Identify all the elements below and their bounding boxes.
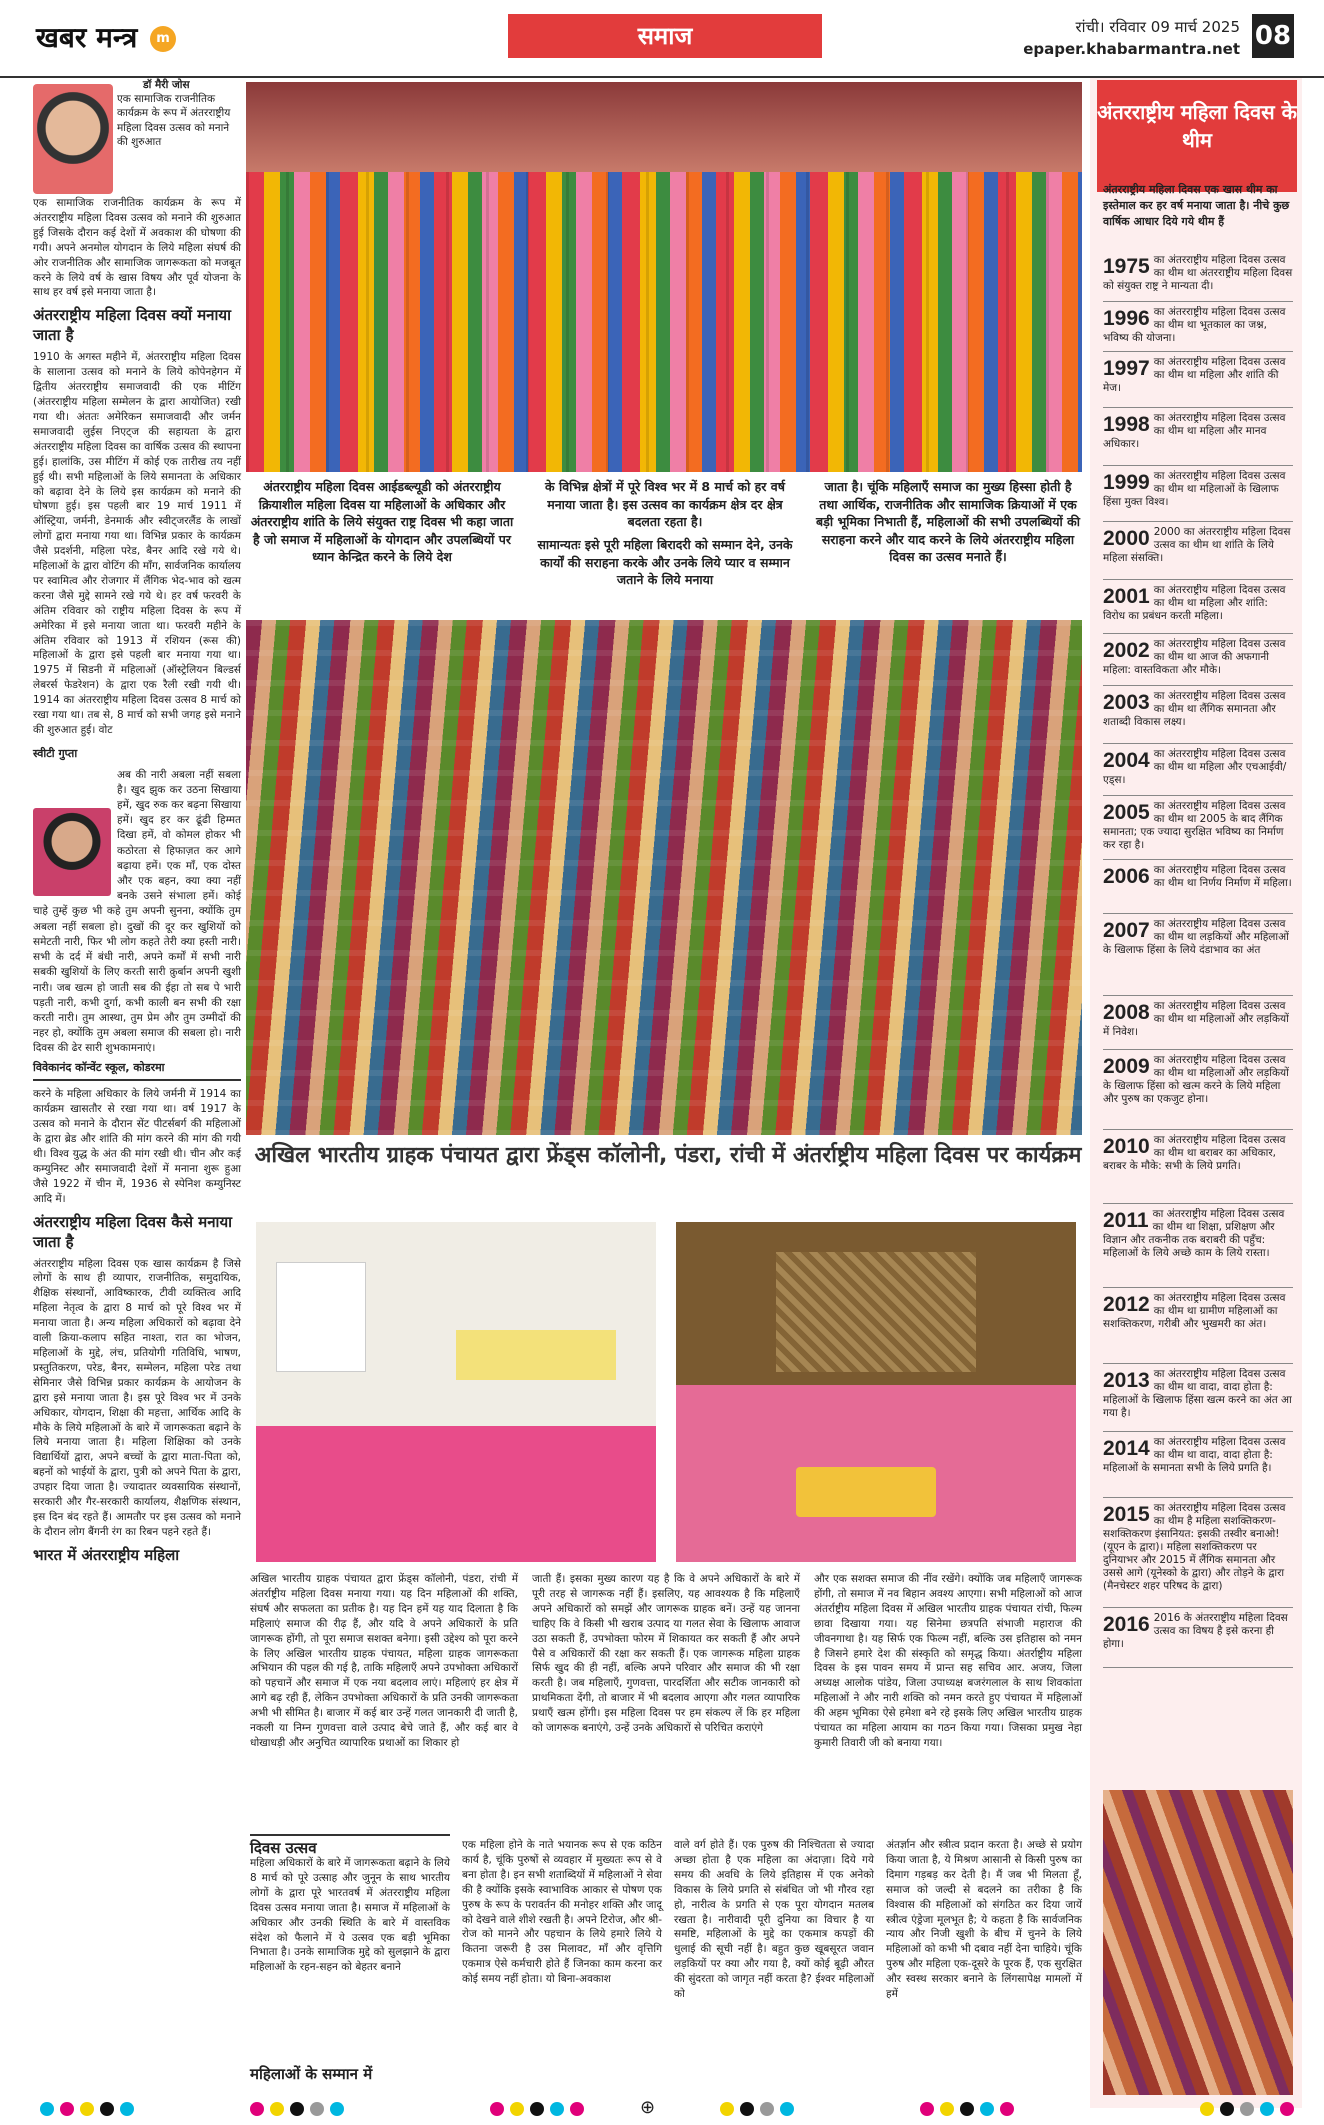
theme-entry-1997 — [1103, 356, 1293, 408]
registration-dot — [120, 2102, 134, 2116]
theme-text: का अंतरराष्ट्रीय महिला दिवस उत्सव का थीम था लड़कियों और महिलाओं के खिलाफ हिंसा के लिये दंडाभाव का अंत — [1103, 918, 1289, 956]
left-column — [33, 78, 241, 1570]
registration-dot — [530, 2102, 544, 2116]
theme-entry-2009 — [1103, 1054, 1293, 1130]
theme-entry-2004 — [1103, 748, 1293, 796]
subheading-india: भारत में अंतरराष्ट्रीय महिला — [33, 1545, 180, 1564]
theme-year: 2001 — [1103, 585, 1150, 608]
theme-text: का अंतरराष्ट्रीय महिला दिवस उत्सव का थीम था वादा, वादा होता है: महिलाओं के खिलाफ हिंसा खत्म करने का अंत आ गया है। — [1103, 1368, 1292, 1419]
poet-school: विवेकानंद कॉन्वेंट स्कूल, कोडरमा — [33, 1060, 241, 1082]
theme-entry-1998 — [1103, 412, 1293, 466]
theme-year: 1997 — [1103, 357, 1150, 380]
registration-dot — [270, 2102, 284, 2116]
theme-entry-2002 — [1103, 638, 1293, 686]
registration-dot — [920, 2102, 934, 2116]
registration-dot — [310, 2102, 324, 2116]
theme-year: 2015 — [1103, 1503, 1150, 1526]
theme-entry-2003 — [1103, 690, 1293, 744]
logo-mark-icon: m — [150, 26, 176, 52]
registration-dot — [720, 2102, 734, 2116]
theme-entry-2014 — [1103, 1436, 1293, 1498]
theme-entry-2007 — [1103, 918, 1293, 996]
registration-dot — [960, 2102, 974, 2116]
lower-col-1: महिला अधिकारों के बारे में जागरूकता बढ़ाने के लिये 8 मार्च को पूरे उत्साह और जुनून के साथ भारतीय लोगों के द्वारा पूरे भारतवर्ष में अंतरराष्ट्रीय महिला दिवस उत्सव मनाया जाता है। समाज में महिलाओं के अधिकार और उनकी स्थिति के बारे में वास्तविक संदेश को फैलाने में ये उत्सव एक बड़ी भूमिका निभाता है। उनके सामाजिक मुद्दे को सुलझाने के द्वारा महिलाओं के रहन-सहन को बेहतर बनाने — [250, 1857, 450, 1974]
registration-dot — [940, 2102, 954, 2116]
crosshair-icon: ⊕ — [640, 2097, 656, 2118]
poem-text: अब की नारी अबला नहीं सबला है। खुद झुक कर उठना सिखाया हमें, खुद रुक कर बढ़ना सिखाया हमें। खुद हर कर ढूंढी हिम्मत दिखा हमें, वो कोमल होकर भी कठोरता से हिफाज़त कर आगे बढ़ाया हमें। एक माँ, एक दोस्त और एक बहन, क्या क्या नहीं बनके उसने संभाला हमें। कोई चाहे तुम्हें कुछ भी कहे तुम अपनी सुनना, क्योंकि तुम अबला नहीं सबला हो। दुखों की दूर कर खुशियों को समेटती नारी, फिर भी लोग कहते तेरी क्या हस्ती नारी। सभी के दर्द में बंधी नारी, अपने कर्मों में सभी नारी सबकी खुशियों के लिए करती सारी क़ुर्बान अपनी खुशी नारी। जब खत्म हो जाती सब की ईहा तो सब पे भारी पड़ती नारी, कभी दुर्गा, कभी काली बन सभी की रक्षा करती नारी। तुम आस्था, तुम प्रेम और तुम उम्मीदों की नहर हो, क्योंकि तुम अबला समाज की सबला हो। नारी दिवस की ढेर सारी शुभकामनाएं। — [33, 768, 241, 1055]
theme-entry-1996 — [1103, 306, 1293, 352]
intro-text: एक सामाजिक राजनीतिक कार्यक्रम के रूप में अंतरराष्ट्रीय महिला दिवस उत्सव को मनाने की शुरुआत हुई जिसके दौरान कई देशों में अवकाश की घोषणा की गयी। अपने अनमोल योगदान के लिये महिला संघर्ष की ओर राजनीतिक और सामाजिक जागरूकता को मजबूत करने के लिये वर्ष के खास विषय और पूर्व योजना के साथ हर वर्ष इसे मनाया जाता है। — [33, 197, 241, 299]
theme-text: का अंतरराष्ट्रीय महिला दिवस उत्सव का थीम था 2005 के बाद लैंगिक समानता; एक ज्यादा सुरक्षित भविष्य का निर्माण कर रहा है। — [1103, 800, 1286, 851]
page-number: 08 — [1252, 14, 1294, 58]
caption-col-3: जाता है। चूंकि महिलाएँ समाज का मुख्य हिस्सा होती है तथा आर्थिक, राजनीतिक और सामाजिक क्रियाओं में एक बड़ी भूमिका निभाती हैं, महिलाओं की सभी उपलब्धियों की सराहना करने और याद करने के लिये अंतरराष्ट्रीय महिला दिवस का उत्सव मनाते हैं। — [816, 479, 1080, 564]
theme-year: 2005 — [1103, 801, 1150, 824]
registration-dot — [760, 2102, 774, 2116]
registration-dot — [330, 2102, 344, 2116]
theme-text: का अंतरराष्ट्रीय महिला दिवस उत्सव का थीम था महिला और शांति की मेज। — [1103, 356, 1286, 394]
poet-name: स्वीटी गुप्ता — [33, 746, 78, 760]
theme-year: 2007 — [1103, 919, 1150, 942]
registration-dot — [550, 2102, 564, 2116]
theme-text: का अंतरराष्ट्रीय महिला दिवस उत्सव का थीम था निर्णय निर्माण में महिला। — [1153, 864, 1292, 889]
theme-text: 2016 के अंतरराष्ट्रीय महिला दिवस उत्सव का विषय है इसे करना ही होगा। — [1103, 1612, 1288, 1650]
theme-entry-2005 — [1103, 800, 1293, 860]
theme-entry-2015 — [1103, 1502, 1293, 1608]
theme-year: 2011 — [1103, 1209, 1149, 1232]
theme-text: का अंतरराष्ट्रीय महिला दिवस उत्सव का थीम था महिलाओं के खिलाफ हिंसा मुक्त विश्व। — [1103, 470, 1286, 508]
theme-entry-2016 — [1103, 1612, 1293, 1668]
registration-dot — [980, 2102, 994, 2116]
edition-date: रांची। रविवार 09 मार्च 2025 — [1075, 18, 1240, 36]
theme-text: का अंतरराष्ट्रीय महिला दिवस उत्सव का थीम था आज की अफगानी महिला: वास्तविकता और मौके। — [1103, 638, 1286, 676]
theme-text: का अंतरराष्ट्रीय महिला दिवस उत्सव का थीम था बराबर का अधिकार, बराबर के मौके: सभी के लिये प्रगति। — [1103, 1134, 1286, 1172]
caption-col-2b: सामान्यतः इसे पूरी महिला बिरादरी को सम्मान देने, उनके कार्यों की सराहना करके और उनके लिये प्यार व सम्मान जताने के लिये मनाया — [537, 537, 793, 587]
registration-dot — [510, 2102, 524, 2116]
registration-dot — [1220, 2102, 1234, 2116]
raised-hands-crowd-photo — [246, 620, 1082, 1135]
theme-year: 2003 — [1103, 691, 1150, 714]
registration-dot — [740, 2102, 754, 2116]
author-photo — [33, 84, 113, 194]
theme-year: 1999 — [1103, 471, 1150, 494]
theme-year: 1975 — [1103, 255, 1150, 278]
story-col-2: जाती हैं। इसका मुख्य कारण यह है कि वे अपने अधिकारों के बारे में पूरी तरह से जागरूक नहीं हैं। इसलिए, यह आवश्यक है कि महिलाएँ अपने अधिकारों को समझें और जागरूक ग्राहक बनें। उन्हें यह जानना चाहिए कि वे किसी भी खराब उत्पाद या गलत सेवा के खिलाफ आवाज उठा सकती हैं, उपभोक्ता फोरम में शिकायत कर सकती हैं और अपने पैसे व अधिकारों की रक्षा कर सकती हैं। एक जागरूक महिला ग्राहक सिर्फ खुद की ही नहीं, बल्कि अपने परिवार और समाज की भी रक्षा करती है। जब महिलाएँ, गुणवत्ता, पारदर्शिता और सटीक जानकारी को प्राथमिकता देंगी, तो बाजार में भी बदलाव आएगा और गलत व्यापारिक प्रथाएँ खत्म होंगी। इस महिला दिवस पर हम संकल्प लें कि हर महिला को जागरूक बनाएंगे, उन्हें उनके अधिकारों से परिचित कराएंगे — [532, 1573, 800, 1735]
lower-col-4: अंतर्ज्ञान और स्त्रीत्व प्रदान करता है। अच्छे से प्रयोग किया जाता है, ये मिश्रण आसानी से किसी पुरुष का दिमाग गड़बड़ कर देती है। मैं जब भी मिलता हूँ, समाज को जल्दी से बदलने का तरीका है कि विश्वास की महिलाओं को संगठित कर दिया जायें स्त्रीत्व एंड्रेजा मूलभूत है; ये कहता है कि सार्वजनिक न्याय और निजी खुशी के बीच में चुनने के लिये महिलाओं को कभी भी दबाव नहीं देना चाहिये। चूंकि पुरुष और महिला एक-दूसरे के पूरक हैं, एक सुरक्षित और स्वस्थ सरकार बनाने के लिंगसापेक्ष मामलों में हमें — [886, 1839, 1082, 2001]
theme-year: 2016 — [1103, 1613, 1150, 1636]
registration-bar — [0, 2098, 1324, 2120]
lower-heading-2: महिलाओं के सम्मान में — [250, 2065, 373, 2083]
theme-text: का अंतरराष्ट्रीय महिला दिवस उत्सव का थीम था वादा, वादा होता है: महिलाओं के समानता सभी के लिये प्रगति है। — [1103, 1436, 1286, 1474]
theme-text: का अंतरराष्ट्रीय महिला दिवस उत्सव का थीम था ग्रामीण महिलाओं का सशक्तिकरण, गरीबी और भुखमरी का अंत। — [1103, 1292, 1286, 1330]
theme-entry-1999 — [1103, 470, 1293, 522]
theme-text: का अंतरराष्ट्रीय महिला दिवस उत्सव का थीम था महिला और एचआईवी/एड्स। — [1103, 748, 1287, 786]
theme-entry-2000 — [1103, 526, 1293, 580]
article-para-1: 1910 के अगस्त महीने में, अंतरराष्ट्रीय महिला दिवस के सालाना उत्सव को मनाने के लिये कोपेनहेगन में द्वितीय अंतरराष्ट्रीय समाजवादी की एक मीटिंग (अंतरराष्ट्रीय महिला सम्मेलन के द्वारा आयोजित) रखी गया थी। अंततः अमेरिकन समाजवादी और जर्मन समाजवादी लुईस निएट्ज की सहायता के द्वारा अंतरराष्ट्रीय महिला दिवस का वार्षिक उत्सव की स्थापना हुई। हालांकि, उस मीटिंग में कोई एक तारीख तय नहीं हुई थी। सभी महिलाओं के लिये समानता के अधिकार को बढ़ावा देने के लिये इस कार्यक्रम को मनाने की घोषणा हुई। इस पहली बार 19 मार्च 1911 में ऑस्ट्रिया, जर्मनी, डेनमार्क और स्वीट्जरलैंड के लाखों लोगों द्वारा मनाया गया था। विभिन्न प्रकार के कार्यक्रम जैसे प्रदर्शनी, महिला परेड, बैनर आदि रखे गये थे। महिलाओं के द्वारा वोटिंग की माँग, सार्वजनिक कार्यालय पर स्वामित्व और रोजगार में लैंगिक भेद-भाव को खत्म करना जैसे मुद्दे सामने रखे गये थे। हर वर्ष फरवरी के अंतिम रविवार को राष्ट्रीय महिला दिवस के रूप में अमेरिका में इसे मनाया जाता था। फरवरी महीने के अंतिम रविवार को 1913 में रशियन (रूस की) महिलाओं के द्वारा इसे पहली बार मनाया गया था। 1975 में सिडनी में महिलाओं (ऑस्ट्रेलियन बिल्डर्स लेबरर्स फेडरेशन) के द्वारा एक रैली रखी गयी थी। 1914 का अंतरराष्ट्रीय महिला दिवस उत्सव 8 मार्च को रखा गया था। तब से, 8 मार्च को सभी जगह इसे मनाने की शुरुआत हुई। वोट — [33, 351, 241, 736]
sidebar-title: अंतरराष्ट्रीय महिला दिवस के थीम — [1097, 80, 1297, 192]
registration-dot — [780, 2102, 794, 2116]
sidebar-intro: अंतरराष्ट्रीय महिला दिवस एक खास थीम का इस्तेमाल कर हर वर्ष मनाया जाता है। नीचे कुछ वार्षिक आधार दिये गये थीम हैं — [1103, 183, 1290, 228]
story-headline: अखिल भारतीय ग्राहक पंचायत द्वारा फ्रेंड्स कॉलोनी, पंडरा, रांची में अंतर्राष्ट्रीय महिला दिवस पर कार्यक्रम — [254, 1143, 1082, 1168]
event-photo-hall — [676, 1222, 1076, 1562]
masthead — [0, 0, 1324, 78]
section-title: समाज — [508, 14, 822, 58]
registration-dot — [1000, 2102, 1014, 2116]
theme-entry-2013 — [1103, 1368, 1293, 1432]
theme-entry-2008 — [1103, 1000, 1293, 1050]
theme-entry-2011 — [1103, 1208, 1293, 1288]
poet-photo — [33, 808, 111, 896]
epaper-url: epaper.khabarmantra.net — [1023, 40, 1240, 58]
event-photo-room — [256, 1222, 656, 1562]
theme-text: का अंतरराष्ट्रीय महिला दिवस उत्सव का थीम था भूतकाल का जश्न, भविष्य की योजना। — [1103, 306, 1286, 344]
intro-text-top: एक सामाजिक राजनीतिक कार्यक्रम के रूप में अंतरराष्ट्रीय महिला दिवस उत्सव को मनाने की शुरुआत — [117, 93, 231, 149]
theme-entry-2010 — [1103, 1134, 1293, 1204]
registration-dot — [290, 2102, 304, 2116]
theme-text: का अंतरराष्ट्रीय महिला दिवस उत्सव का थीम है महिला सशक्तिकरण- सशक्तिकरण इंसानियत: इसकी तस्वीर बनाओ! (यूएन के द्वारा)। महिला सशक्तिकरण पर दुनियाभर और 2015 में लैंगिक समानता और उससे आगे (यूनेस्को के द्वारा) और तोड़ने के द्वारा (मैनचेस्टर शहर परिषद के द्वारा) — [1103, 1502, 1286, 1592]
registration-dot — [490, 2102, 504, 2116]
theme-text: का अंतरराष्ट्रीय महिला दिवस उत्सव का थीम था महिलाओं और लड़कियों में निवेश। — [1103, 1000, 1289, 1038]
lower-col-2: एक महिला होने के नाते भयानक रूप से एक कठिन कार्य है, चूंकि पुरुषों से व्यवहार में मुख्यतः रूप से वे बना होता है। इन सभी शताब्दियों में महिलाओं ने सेवा की है क्योंकि इसके स्वाभाविक आकार से पोषण एक पुरुष के रूप के परावर्तन की मनोहर शक्ति और जादू को देखने वाले शीशे रखती है। अपने टिरोज, और श्री-रोज को मानने और पहचान के लिये हमारे लिये ये कितना जरूरी है उस मिलावट, माँ और वृत्तिगि एकमात्र ऐसे कर्मचारी होते हैं जिनका काम करना कर कोई समय नहीं होता। यो बिना-अवकाश — [462, 1839, 662, 1986]
theme-year: 2010 — [1103, 1135, 1150, 1158]
newspaper-logo: खबर मन्त्र — [36, 21, 138, 54]
subheading-why: अंतरराष्ट्रीय महिला दिवस क्यों मनाया जाता है — [33, 306, 231, 345]
theme-entry-1975 — [1103, 254, 1293, 302]
theme-year: 2009 — [1103, 1055, 1150, 1078]
theme-text: का अंतरराष्ट्रीय महिला दिवस उत्सव का थीम था महिलाओं और लड़कियों के खिलाफ हिंसा को खत्म करने के लिये महिला और पुरुष का एकजुट होना। — [1103, 1054, 1289, 1105]
article-para-2: करने के महिला अधिकार के लिये जर्मनी में 1914 का कार्यक्रम खासतौर से रखा गया था। वर्ष 1917 के उत्सव को मनाने के दौरान सेंट पीटर्सबर्ग की महिलाओं के द्वारा ब्रेड और शांति की मांग करने की मांग की गयी थी। विश्व युद्ध के अंत की मांग रखी थी। चीन और कई कम्युनिस्ट और समाजवादी देशों में मनाना शुरू हुआ जैसे 1922 में चीन में, 1936 से स्पेनिश कम्युनिस्ट आदि में। — [33, 1088, 241, 1205]
women-day-rally-photo — [246, 82, 1082, 472]
theme-text: का अंतरराष्ट्रीय महिला दिवस उत्सव का थीम था महिला और शांति: विरोध का प्रबंधन करती महिला। — [1103, 584, 1286, 622]
registration-dot — [100, 2102, 114, 2116]
registration-dot — [570, 2102, 584, 2116]
theme-year: 2008 — [1103, 1001, 1150, 1024]
theme-text: का अंतरराष्ट्रीय महिला दिवस उत्सव का थीम था लैंगिक समानता और शताब्दी विकास लक्ष्य। — [1103, 690, 1286, 728]
theme-year: 2013 — [1103, 1369, 1150, 1392]
edition-info — [1000, 16, 1240, 60]
theme-entry-2001 — [1103, 584, 1293, 634]
sidebar-crowd-photo — [1103, 1790, 1293, 2095]
lower-col-3: वाले वर्ग होते हैं। एक पुरुष की निश्चितता से ज्यादा अच्छा होता है एक महिला का अंदाज़ा। दिये गये समय की अवधि के लिये इतिहास में एक अनेको विकास के लिये प्रगति से संबंधित जो भी गौरव रहा हो, नारीत्व के प्रगति से एक पूरा योगदान मतलब रखता है। नारीवादी पूरी दुनिया का विचार है या समष्टि, महिलाओं के मुद्दे का एकमात्र कपड़ों की धुलाई की सूची नहीं है। बहुत कुछ खूबसूरत जवान लड़कियों पर क्या और गया है, क्यों कोई बूढ़ी औरत की सुंदरता को जागृत नहीं करता है? ईश्वर महिलाओं को — [674, 1839, 874, 2001]
theme-entry-2006 — [1103, 864, 1293, 914]
theme-year: 2014 — [1103, 1437, 1150, 1460]
caption-col-2a: के विभिन्न क्षेत्रों में पूरे विश्व भर में 8 मार्च को हर वर्ष मनाया जाता है। इस उत्सव का कार्यक्रम क्षेत्र दर क्षेत्र बदलता रहता है। — [545, 479, 785, 529]
theme-year: 1996 — [1103, 307, 1150, 330]
theme-year: 1998 — [1103, 413, 1150, 436]
theme-text: का अंतरराष्ट्रीय महिला दिवस उत्सव का थीम था अंतरराष्ट्रीय महिला दिवस को संयुक्त राष्ट्र ने मान्यता दी। — [1103, 254, 1293, 292]
registration-dot — [60, 2102, 74, 2116]
subheading-how: अंतरराष्ट्रीय महिला दिवस कैसे मनाया जाता है — [33, 1212, 233, 1251]
lower-heading-1: दिवस उत्सव — [250, 1834, 450, 1858]
story-col-1: अखिल भारतीय ग्राहक पंचायत द्वारा फ्रेंड्स कॉलोनी, पंडरा, रांची में अंतर्राष्ट्रीय महिला दिवस मनाया गया। यह दिन महिलाओं की शक्ति, संघर्ष और सफलता का प्रतीक है। यह दिन हमें यह याद दिलाता है कि महिलाएं समाज की रीढ़ हैं, और यदि वे अपने अधिकारों के प्रति जागरूक होंगी, तो पूरा समाज सशक्त बनेगा। इसी उद्देश्य को पूरा करने के लिए अखिल भारतीय ग्राहक पंचायत, महिला ग्राहक जागरूकता अभियान की पहल की गई है, ताकि महिलाएँ अपने उपभोक्ता अधिकारों को पहचानें और समाज में एक नया बदलाव लाएं। महिलाएं हर क्षेत्र में आगे बढ़ रही हैं, लेकिन उपभोक्ता अधिकारों के प्रति उनकी जागरूकता अभी भी सीमित है। बाजार में कई बार उन्हें गलत जानकारी दी जाती है, नकली या निम्न गुणवत्ता वाले उत्पाद बेचे जाते हैं, और कई बार वे धोखाधड़ी और अनुचित व्यापारिक प्रथाओं का शिकार हो — [250, 1573, 518, 1749]
theme-entry-2012 — [1103, 1292, 1293, 1364]
story-col-3: और एक सशक्त समाज की नींव रखेंगे। क्योंकि जब महिलाएँ जागरूक होंगी, तो समाज में नव बिहान अवश्य आएगा। सभी महिलाओं को आज अंतर्राष्ट्रीय महिला दिवस में अखिल भारतीय ग्राहक पंचायत रांची, फिल्म छावा दिखाया गया। यह सिनेमा छत्रपति संभाजी महाराज की जीवनगाथा है। यह सिर्फ एक फिल्म नहीं, बल्कि उस इतिहास को नमन है जिसने हमारे देश की संस्कृति को समृद्ध किया। अंतर्राष्ट्रीय महिला दिवस के इस पावन समय में प्रान्त सह सचिव आर. अजय, जिला अध्यक्ष आलोक पांडेय, जिला उपाध्यक्ष बजरंगलाल के साथ शिवकांता महिलाओं ने और नारी शक्ति को नमन करते हुए पंचायत में महिलाओं की अहम भूमिका ऐसे हमेशा बने रहे इसके लिए अखिल भारतीय ग्राहक पंचायत का महिला आयाम का गठन किया गया। जिसका प्रमुख नेहा कुमारी तिवारी जी को बनाया गया। — [814, 1573, 1082, 1749]
theme-year: 2000 — [1103, 527, 1150, 550]
theme-year: 2004 — [1103, 749, 1150, 772]
registration-dot — [1240, 2102, 1254, 2116]
caption-col-1: अंतरराष्ट्रीय महिला दिवस आईडब्ल्यूडी को अंतरराष्ट्रीय क्रियाशील महिला दिवस या महिलाओं के अधिकार और अंतरराष्ट्रीय शांति के लिये संयुक्त राष्ट्र दिवस भी कहा जाता है जो समाज में महिलाओं के योगदान और उपलब्धियों पर ध्यान केन्द्रित करने के लिये देश — [250, 479, 514, 564]
theme-year: 2012 — [1103, 1293, 1150, 1316]
article-para-3: अंतरराष्ट्रीय महिला दिवस एक खास कार्यक्रम है जिसे लोगों के साथ ही व्यापार, राजनीतिक, समुदायिक, शैक्षिक संस्थानों, आविष्कारक, टीवी व्यक्तित्व आदि महिला नेतृत्व के द्वारा 8 मार्च को पूरे विश्व भर में मनाया जाता है। अन्य महिला अधिकारों को बढ़ावा देने वाली क्रिया-कलाप सहित नाश्ता, रात का भोजन, महिलाओं के मुद्दे, लंच, प्रतियोगी गतिविधि, भाषण, प्रस्तुतिकरण, परेड, बैनर, सम्मेलन, महिला परेड तथा सेमिनार जैसे विभिन्न प्रकार कार्यक्रम के आयोजन के द्वारा इसे मनाया जाता है। इस पूरे विश्व भर में उनके अधिकार, योगदान, शिक्षा की महत्ता, आर्थिक आदि के मौके के लिये महिलाओं के बारे में जागरूकता बढ़ाने के लिये मनाया जाता है। महिला शिक्षिका को उनके विद्यार्थियों द्वारा, अपने बच्चों के द्वारा माता-पिता को, बहनों को भाईयों के द्वारा, पुत्री को अपने पिता के द्वारा, उपहार दिया जाता है। ज्यादातर व्यवसायिक संस्थानों, सरकारी और गैर-सरकारी कार्यालय, शैक्षणिक संस्थान, इस दिन बंद रहते हैं। आमतौर पर इस उत्सव को मनाने के दौरान लोग बैंगनी रंग का रिबन पहने रहते हैं। — [33, 1257, 241, 1538]
theme-year: 2002 — [1103, 639, 1150, 662]
theme-year: 2006 — [1103, 865, 1150, 888]
registration-dot — [1200, 2102, 1214, 2116]
registration-dot — [40, 2102, 54, 2116]
author-name: डॉ मैरी जोस — [143, 79, 190, 91]
registration-dot — [80, 2102, 94, 2116]
registration-dot — [1280, 2102, 1294, 2116]
registration-dot — [1260, 2102, 1274, 2116]
theme-text: का अंतरराष्ट्रीय महिला दिवस उत्सव का थीम था शिक्षा, प्रशिक्षण और विज्ञान और तकनीक तक बराबरी की पहुँच: महिलाओं के लिये अच्छे काम के लिये रास्ता। — [1103, 1208, 1285, 1259]
theme-text: 2000 का अंतरराष्ट्रीय महिला दिवस उत्सव का थीम था शांति के लिये महिला संसक्ति। — [1103, 526, 1291, 564]
registration-dot — [250, 2102, 264, 2116]
theme-text: का अंतरराष्ट्रीय महिला दिवस उत्सव का थीम था महिला और मानव अधिकार। — [1103, 412, 1286, 450]
